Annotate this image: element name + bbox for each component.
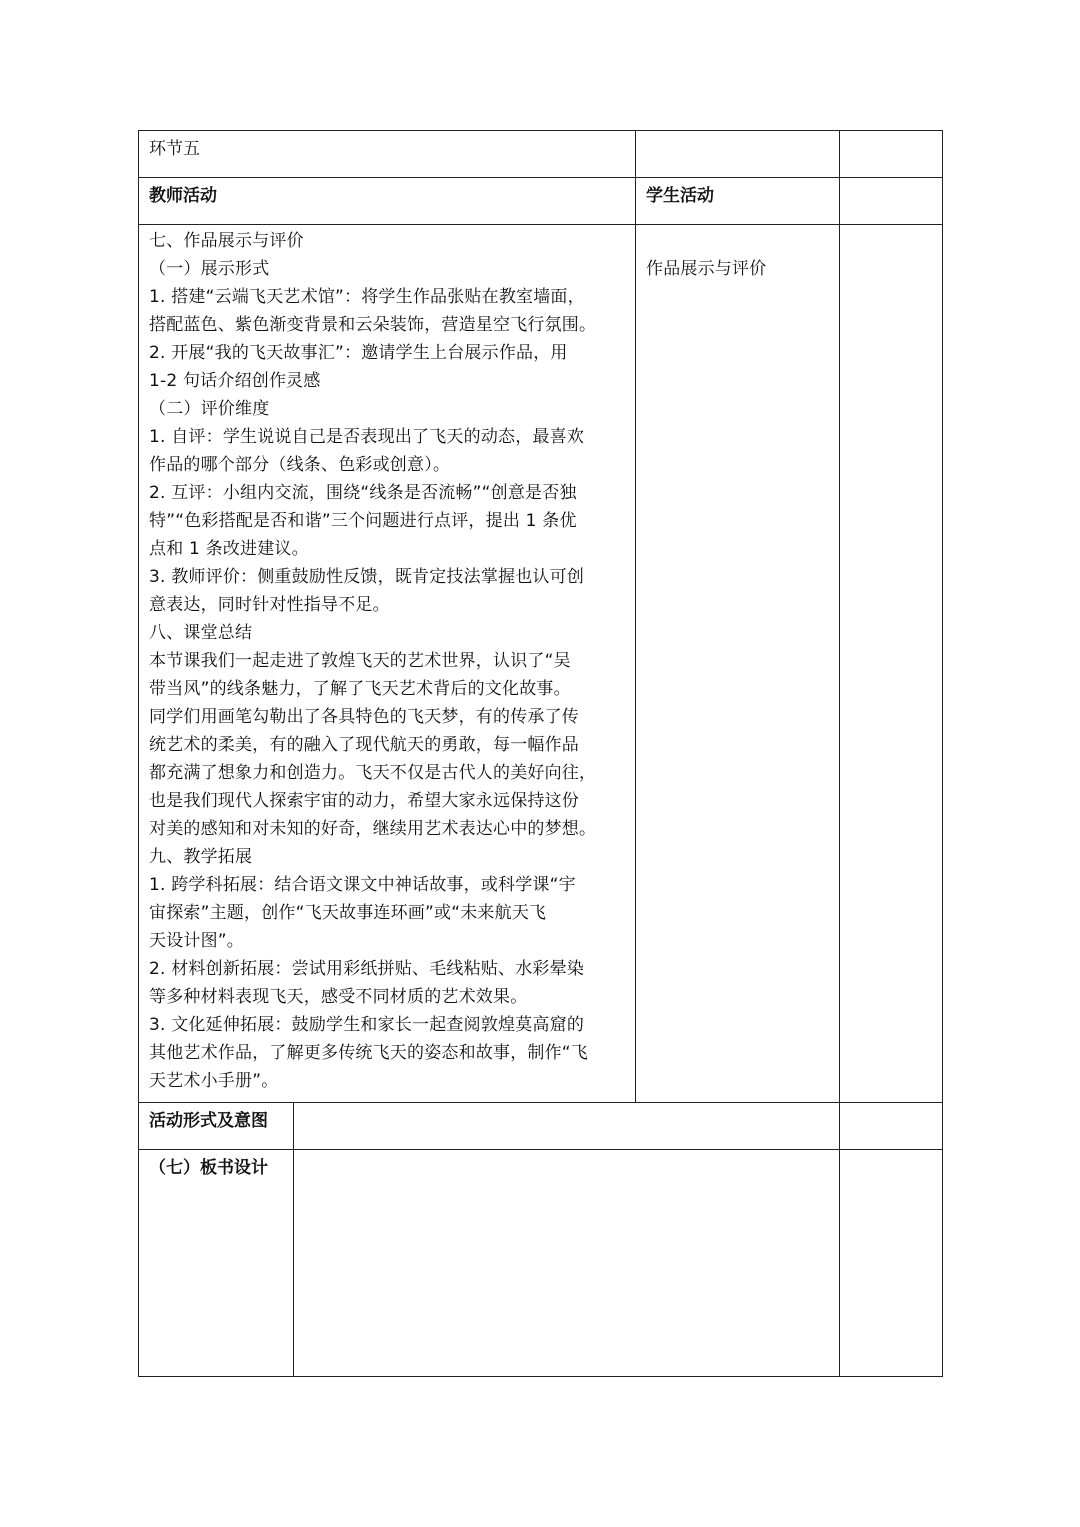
text-line: 意表达，同时针对性指导不足。: [149, 595, 390, 615]
activity-form-label-cell: [139, 1103, 294, 1150]
lesson-plan-table: [138, 130, 943, 1377]
text-line: 2. 互评：小组内交流，围绕“线条是否流畅”“创意是否独: [149, 483, 577, 503]
student-activity-text: 作品展示与评价: [646, 259, 767, 279]
text-line: 同学们用画笔勾勒出了各具特色的飞天梦，有的传承了传: [149, 707, 579, 727]
text-line: （二）评价维度: [149, 399, 270, 419]
row-section-five: [139, 131, 943, 178]
teacher-header-cell: [139, 178, 636, 225]
row-activity-content: [139, 225, 943, 1103]
row-activity-headers: [139, 178, 943, 225]
empty-cell: [294, 1103, 840, 1150]
empty-cell: [840, 178, 943, 225]
empty-cell: [840, 225, 943, 1103]
text-line: 等多种材料表现飞天，感受不同材质的艺术效果。: [149, 987, 528, 1007]
text-line: 其他艺术作品，了解更多传统飞天的姿态和故事，制作“飞: [149, 1043, 589, 1063]
empty-cell: [840, 131, 943, 178]
text-line: 七、作品展示与评价: [149, 231, 304, 251]
teacher-activity-cell: [139, 225, 636, 1103]
text-line: 带当风”的线条魅力，了解了飞天艺术背后的文化故事。: [149, 679, 571, 699]
empty-cell: [840, 1103, 943, 1150]
text-line: （一）展示形式: [149, 259, 270, 279]
student-header-cell: [636, 178, 840, 225]
text-line: 天艺术小手册”。: [149, 1071, 279, 1091]
text-line: 对美的感知和对未知的好奇，继续用艺术表达心中的梦想。: [149, 819, 597, 839]
empty-cell: [840, 1150, 943, 1377]
text-line: 1-2 句话介绍创作灵感: [149, 371, 321, 391]
student-activity-header: 学生活动: [646, 186, 714, 206]
teacher-activity-text: [149, 225, 627, 1095]
text-line: 2. 材料创新拓展：尝试用彩纸拼贴、毛线粘贴、水彩晕染: [149, 959, 585, 979]
text-line: 作品的哪个部分（线条、色彩或创意）。: [149, 455, 451, 475]
text-line: 统艺术的柔美，有的融入了现代航天的勇敢，每一幅作品: [149, 735, 579, 755]
text-line: 也是我们现代人探索宇宙的动力，希望大家永远保持这份: [149, 791, 579, 811]
text-line: 宙探索”主题，创作“飞天故事连环画”或“未来航天飞: [149, 903, 547, 923]
text-line: 搭配蓝色、紫色渐变背景和云朵装饰，营造星空飞行氛围。: [149, 315, 597, 335]
text-line: 1. 跨学科拓展：结合语文课文中神话故事，或科学课“宇: [149, 875, 576, 895]
text-line: 特”“色彩搭配是否和谐”三个问题进行点评，提出 1 条优: [149, 511, 577, 531]
empty-cell: [636, 131, 840, 178]
text-line: 1. 自评：学生说说自己是否表现出了飞天的动态，最喜欢: [149, 427, 585, 447]
row-activity-form: [139, 1103, 943, 1150]
text-line: 2. 开展“我的飞天故事汇”：邀请学生上台展示作品，用: [149, 343, 568, 363]
text-line: 九、教学拓展: [149, 847, 253, 867]
text-line: 本节课我们一起走进了敦煌飞天的艺术世界，认识了“吴: [149, 651, 571, 671]
section-label-cell: [139, 131, 636, 178]
board-design-label: （七）板书设计: [149, 1158, 268, 1178]
text-line: 3. 教师评价：侧重鼓励性反馈，既肯定技法掌握也认可创: [149, 567, 585, 587]
text-line: 天设计图”。: [149, 931, 245, 951]
section-label: 环节五: [149, 139, 200, 159]
row-board-design: [139, 1150, 943, 1377]
student-activity-cell: [636, 225, 840, 1103]
text-line: 点和 1 条改进建议。: [149, 539, 309, 559]
text-line: 都充满了想象力和创造力。飞天不仅是古代人的美好向往，: [149, 763, 597, 783]
text-line: 3. 文化延伸拓展：鼓励学生和家长一起查阅敦煌莫高窟的: [149, 1015, 585, 1035]
text-line: 1. 搭建“云端飞天艺术馆”：将学生作品张贴在教室墙面，: [149, 287, 585, 307]
empty-cell: [294, 1150, 840, 1377]
text-line: 八、课堂总结: [149, 623, 253, 643]
board-design-label-cell: [139, 1150, 294, 1377]
teacher-activity-header: 教师活动: [149, 186, 217, 206]
activity-form-label: 活动形式及意图: [149, 1111, 268, 1131]
